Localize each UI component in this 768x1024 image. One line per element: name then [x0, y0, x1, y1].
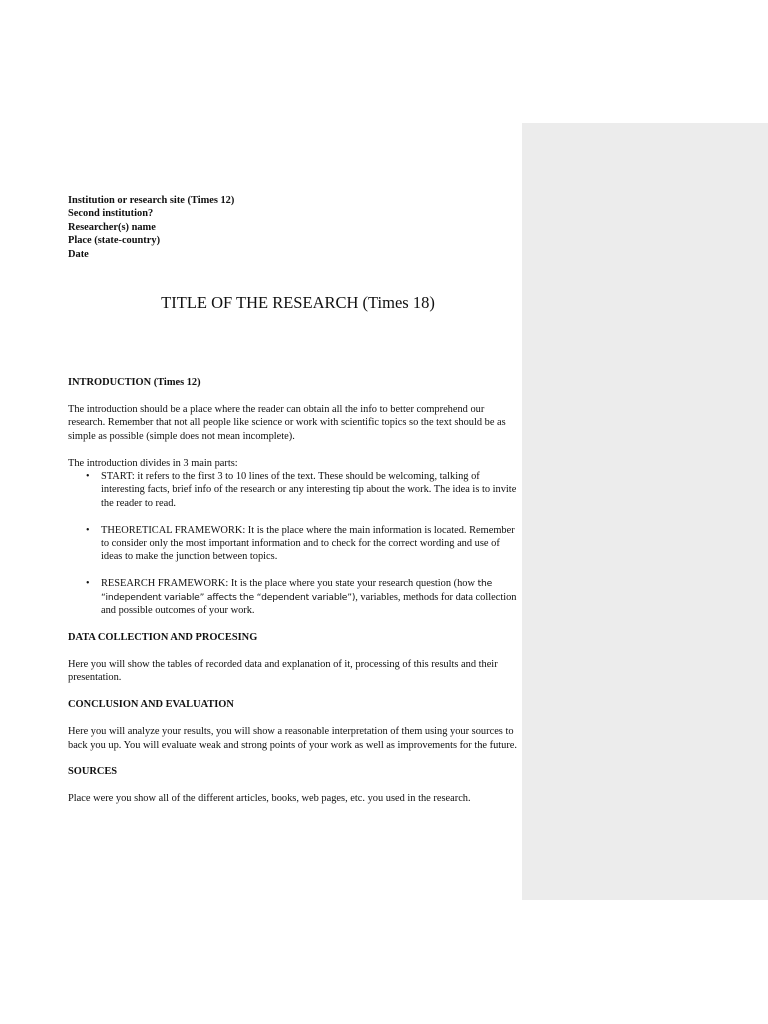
- document-title: TITLE OF THE RESEARCH (Times 18): [161, 293, 435, 313]
- data-collection-paragraph: Here you will show the tables of recorded data and explanation of it, processing of this results and their presentation.: [68, 658, 498, 684]
- document-body: [68, 194, 520, 806]
- introduction-heading: INTRODUCTION (Times 12): [68, 377, 201, 389]
- header-date: Date: [68, 248, 89, 260]
- conclusion-paragraph: Here you will analyze your results, you will show a reasonable interpretation of them using your sources to back you up. You will evaluate weak and strong points of your work as well as improvements for the future.: [68, 726, 518, 751]
- list-item-text-end: , variables, methods for data collection and possible outcomes of your work.: [101, 591, 517, 617]
- introduction-paragraph: The introduction should be a place where the reader can obtain all the info to better comprehend our research. Remember that not all people like science or work with scientific topics so the text should be as simple as possible (simple does not mean incomplete).: [68, 403, 506, 442]
- header-place: Place (state-country): [68, 235, 161, 247]
- data-collection-heading: DATA COLLECTION AND PROCESING: [68, 632, 258, 643]
- introduction-parts-list: [68, 470, 520, 617]
- list-item-text: THEORETICAL FRAMEWORK: It is the place where the main information is located. Remember to consider only the most important information and to check for the correct wording and use of ideas to make the junction between topics.: [101, 524, 515, 563]
- list-item-text: START: it refers to the first 3 to 10 lines of the text. These should be welcoming, talking of interesting facts, brief info of the research or any interesting tip about the work. The idea is to invite the reader to read.: [101, 471, 517, 509]
- list-item-text-handwritten-font: the “independent variable” affects the “dependent variable”): [101, 578, 493, 603]
- bullet-icon: •: [86, 524, 90, 536]
- header-second-institution: Second institution?: [68, 208, 154, 220]
- header-researchers: Researcher(s) name: [68, 221, 156, 233]
- comment-pane: [522, 123, 768, 900]
- bullet-icon: •: [86, 578, 90, 590]
- bullet-icon: •: [86, 471, 90, 483]
- list-item-research-framework: [68, 577, 520, 617]
- header-block: [68, 194, 520, 261]
- introduction-parts-intro: The introduction divides in 3 main parts:: [68, 457, 238, 469]
- header-institution: Institution or research site (Times 12): [68, 195, 235, 206]
- list-item-start: [68, 470, 520, 510]
- conclusion-heading: CONCLUSION AND EVALUATION: [68, 699, 234, 711]
- list-item-text-start: RESEARCH FRAMEWORK: It is the place where you state your research question (how: [101, 578, 475, 590]
- sources-paragraph: Place were you show all of the different articles, books, web pages, etc. you used in the research.: [68, 793, 471, 805]
- sources-heading: SOURCES: [68, 766, 118, 778]
- list-item-theoretical-framework: [68, 524, 520, 564]
